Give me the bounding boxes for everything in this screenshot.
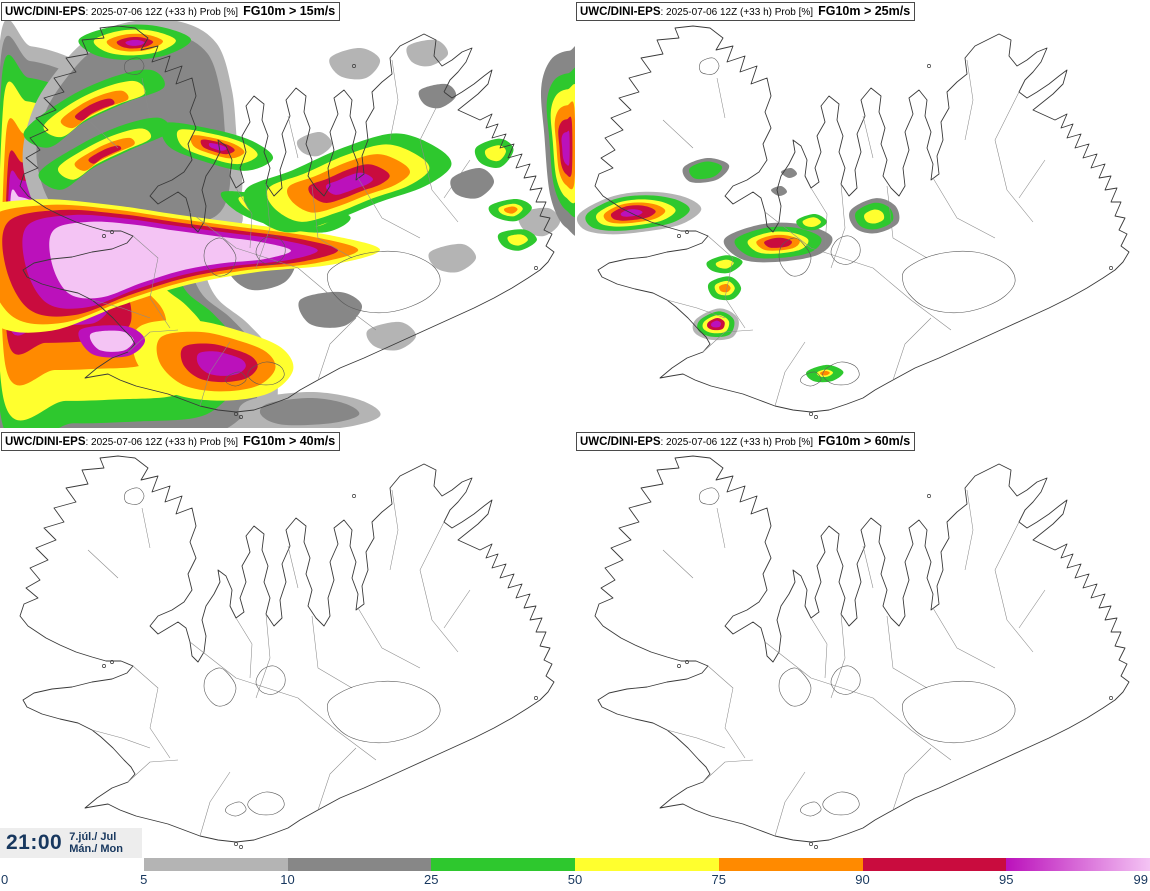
- colorbar-segment-gradient: [1006, 858, 1150, 871]
- colorbar-segment: [863, 858, 1007, 871]
- run-info: : 2025-07-06 12Z (+33 h) Prob [%]: [85, 7, 239, 18]
- iceland-map: [575, 0, 1150, 428]
- model-name: UWC/DINI-EPS: [5, 436, 86, 448]
- threshold-label: FG10m > 15m/s: [243, 4, 336, 18]
- iceland-map: [575, 430, 1150, 858]
- colorbar-segment: [575, 858, 719, 871]
- model-name: UWC/DINI-EPS: [580, 6, 661, 18]
- coastline-and-boundaries: [20, 440, 554, 848]
- threshold-label: FG10m > 60m/s: [818, 434, 911, 448]
- colorbar-tick-label: 10: [280, 872, 295, 887]
- colorbar-tick-label: 75: [711, 872, 726, 887]
- panel-fg25: [575, 0, 1150, 428]
- colorbar-tick-label: 50: [567, 872, 583, 887]
- run-info: : 2025-07-06 12Z (+33 h) Prob [%]: [660, 437, 814, 448]
- colorbar: [0, 858, 1150, 871]
- panel-fg15: [0, 0, 575, 428]
- date-column: [69, 831, 123, 855]
- threshold-label: FG10m > 25m/s: [818, 4, 911, 18]
- colorbar-tick-label: 95: [999, 872, 1014, 887]
- colorbar-tick-label: 99: [1133, 872, 1148, 887]
- model-name: UWC/DINI-EPS: [580, 436, 661, 448]
- colorbar-segment: [431, 858, 575, 871]
- model-name: UWC/DINI-EPS: [5, 6, 86, 18]
- panel-fg40: [0, 430, 575, 858]
- colorbar-segment: [288, 858, 432, 871]
- valid-time-box: [0, 828, 142, 858]
- coastline-and-boundaries: [595, 440, 1129, 848]
- run-info: : 2025-07-06 12Z (+33 h) Prob [%]: [660, 7, 814, 18]
- panel-title: [1, 432, 340, 451]
- probability-field: [577, 158, 900, 382]
- iceland-map: [0, 430, 575, 858]
- colorbar-tick-label: 90: [855, 872, 870, 887]
- panel-title: [1, 2, 340, 21]
- colorbar-segment: [144, 858, 288, 871]
- colorbar-tick-labels: [0, 872, 1150, 890]
- threshold-label: FG10m > 40m/s: [243, 434, 336, 448]
- colorbar-tick-label: 5: [140, 872, 148, 887]
- panel-title: [576, 432, 915, 451]
- run-info: : 2025-07-06 12Z (+33 h) Prob [%]: [85, 437, 239, 448]
- date-label: 7.júl./ Jul: [69, 831, 117, 843]
- colorbar-tick-label: 25: [424, 872, 439, 887]
- clock-label: 21:00: [6, 831, 63, 854]
- colorbar-segment: [719, 858, 863, 871]
- colorbar-tick-label: 0: [1, 872, 9, 887]
- iceland-map: [0, 0, 575, 428]
- weekday-label: Mán./ Mon: [69, 843, 123, 855]
- panel-title: [576, 2, 915, 21]
- panel-fg60: [575, 430, 1150, 858]
